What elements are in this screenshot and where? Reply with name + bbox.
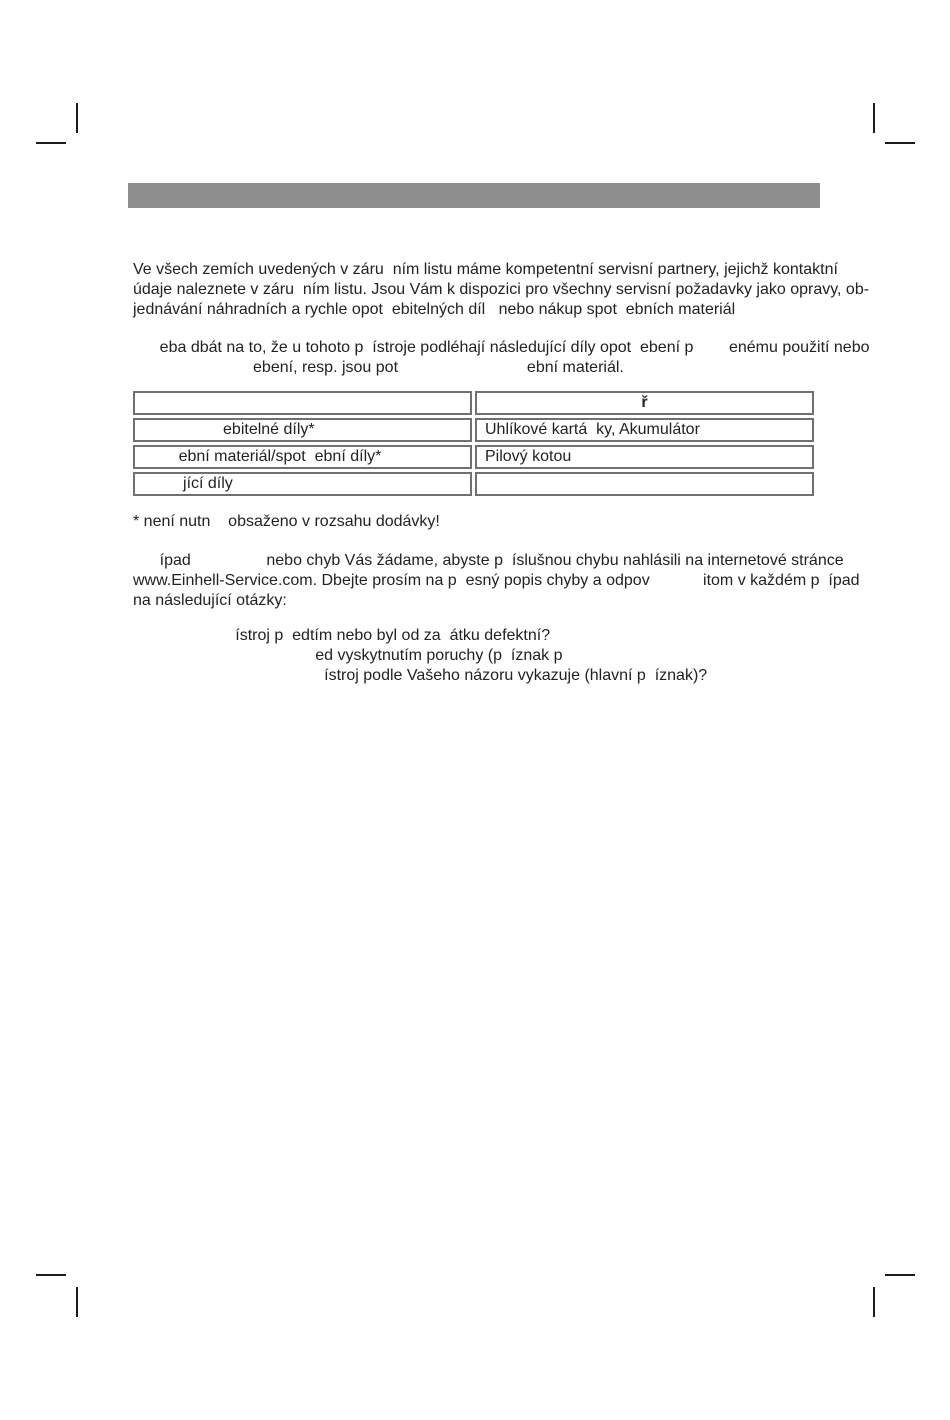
table-cell-example [475,472,814,496]
table-header-example-cell: ř [475,391,814,415]
wear-note-line-1: eba dbát na to, že u tohoto p ístroje podléhají následující díly opot ebení p enému použití nebo [133,339,870,356]
question-line-3: ístroj podle Vašeho názoru vykazuje (hlavní p íznak)? [133,667,708,684]
table-cell-category: ební materiál/spot ební díly* [133,445,472,469]
intro-line-3: jednávání náhradních a rychle opot ebitelných díl nebo nákup spot ebních materiál [133,301,736,318]
crop-mark-top-left-vertical [76,103,78,133]
wear-note-line-2: ebení, resp. jsou pot ební materiál. [133,359,624,376]
table-cell-example: Pilový kotou [475,445,814,469]
crop-mark-top-left-horizontal [36,142,66,144]
crop-mark-bottom-left-vertical [76,1287,78,1317]
question-line-1: ístroj p edtím nebo byl od za átku defektní? [133,627,551,644]
crop-mark-bottom-right-vertical [873,1287,875,1317]
crop-mark-bottom-right-horizontal [885,1274,915,1276]
table-cell-example: Uhlíkové kartá ky, Akumulátor [475,418,814,442]
table-header-row [133,391,814,415]
table-row-consumables [133,445,814,469]
table-header-category-cell [133,391,472,415]
table-cell-category: jící díly [133,472,472,496]
wear-parts-table [130,388,817,499]
footnote [133,512,440,532]
table-cell-category: ebitelné díly* [133,418,472,442]
error-report-paragraph [133,551,860,611]
crop-mark-top-right-vertical [873,103,875,133]
intro-paragraph [133,260,869,320]
report-line-2: www.Einhell-Service.com. Dbejte prosím na p esný popis chyby a odpov itom v každém p ípad [133,572,860,589]
crop-mark-top-right-horizontal [885,142,915,144]
intro-line-1: Ve všech zemích uvedených v záru ním listu máme kompetentní servisní partnery, jejichž kontaktní [133,261,838,278]
intro-line-2: údaje naleznete v záru ním listu. Jsou Vám k dispozici pro všechny servisní požadavky jako opravy, ob- [133,281,870,298]
questions-list [133,626,707,686]
report-line-1: ípad nebo chyb Vás žádame, abyste p íslušnou chybu nahlásili na internetové stránce [133,552,844,569]
table-row-wear-parts [133,418,814,442]
crop-mark-bottom-left-horizontal [36,1274,66,1276]
footnote-line: * není nutn obsaženo v rozsahu dodávky! [133,513,440,530]
table-row-missing-parts [133,472,814,496]
section-header-bar [128,183,820,208]
wear-note-paragraph [133,338,870,378]
question-line-2: ed vyskytnutím poruchy (p íznak p [133,647,563,664]
report-line-3: na následující otázky: [133,592,287,609]
